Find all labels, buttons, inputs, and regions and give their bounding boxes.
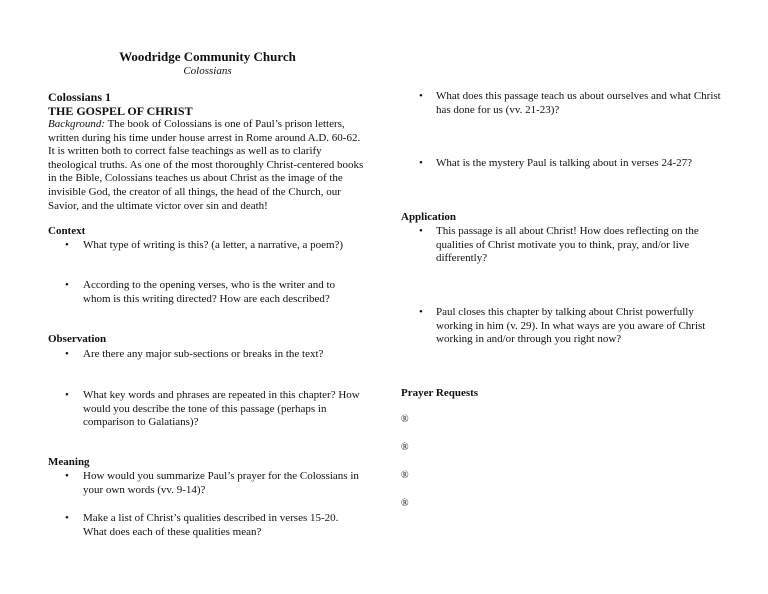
bullet-dot: • — [419, 225, 423, 237]
lesson-title: THE GOSPEL OF CHRIST — [48, 104, 193, 118]
prayer-requests-heading: Prayer Requests — [401, 387, 479, 399]
bullet-dot: • — [65, 470, 69, 482]
church-name: Woodridge Community Church — [119, 49, 296, 64]
prayer-request-line-2: ® — [401, 442, 409, 453]
book-subtitle: Colossians — [183, 65, 232, 77]
meaning-question-2: Make a list of Christ’s qualities described in verses 15-20. What does each of these qualities mean? — [83, 512, 339, 538]
context-question-2: According to the opening verses, who is the writer and to whom is this writing directed? How are each described? — [83, 279, 336, 305]
prayer-request-line-4: ® — [401, 498, 409, 509]
application-heading: Application — [401, 211, 457, 223]
context-heading: Context — [48, 225, 86, 237]
meaning-question-4: What is the mystery Paul is talking about in verses 24-27? — [436, 157, 693, 169]
background-label: Background: — [48, 118, 106, 130]
meaning-heading: Meaning — [48, 456, 90, 468]
prayer-request-line-3: ® — [401, 470, 409, 481]
observation-question-2: What key words and phrases are repeated in this chapter? How would you describe the tone of this passage (perhaps in comparison to Galatians)? — [83, 389, 360, 429]
bullet-dot: • — [65, 389, 69, 401]
background-text: The book of Colossians is one of Paul’s prison letters, written during his time under house arrest in Rome around A.D. 60-62. It is written both to correct false teachings as well as to clarify theological truths. As one of the most thoroughly Christ-centered books in the Bible, Colossians teaches us about Christ as the image of the invisible God, the creator of all things, the head of the Church, our Savior, and the ultimate victor over sin and death! — [48, 118, 364, 212]
meaning-question-1: How would you summarize Paul’s prayer for the Colossians in your own words (vv. 9-14)? — [83, 470, 359, 496]
bullet-dot: • — [419, 157, 423, 169]
observation-heading: Observation — [48, 333, 107, 345]
application-question-1: This passage is all about Christ! How does reflecting on the qualities of Christ motivate you to think, pray, and/or live differently? — [436, 225, 699, 265]
bullet-dot: • — [65, 279, 69, 291]
context-question-1: What type of writing is this? (a letter, a narrative, a poem?) — [83, 239, 344, 251]
prayer-request-line-1: ® — [401, 414, 409, 425]
bullet-dot: • — [419, 306, 423, 318]
meaning-question-3: What does this passage teach us about ourselves and what Christ has done for us (vv. 21-23)? — [436, 90, 721, 116]
bullet-dot: • — [65, 239, 69, 251]
bullet-dot: • — [65, 512, 69, 524]
background-paragraph — [48, 118, 368, 213]
observation-question-1: Are there any major sub-sections or breaks in the text? — [83, 348, 324, 360]
application-question-2: Paul closes this chapter by talking about Christ powerfully working in him (v. 29). In what ways are you aware of Christ working in and/or through you right now? — [436, 306, 706, 346]
bullet-dot: • — [419, 90, 423, 102]
bullet-dot: • — [65, 348, 69, 360]
chapter-heading: Colossians 1 — [48, 90, 112, 104]
